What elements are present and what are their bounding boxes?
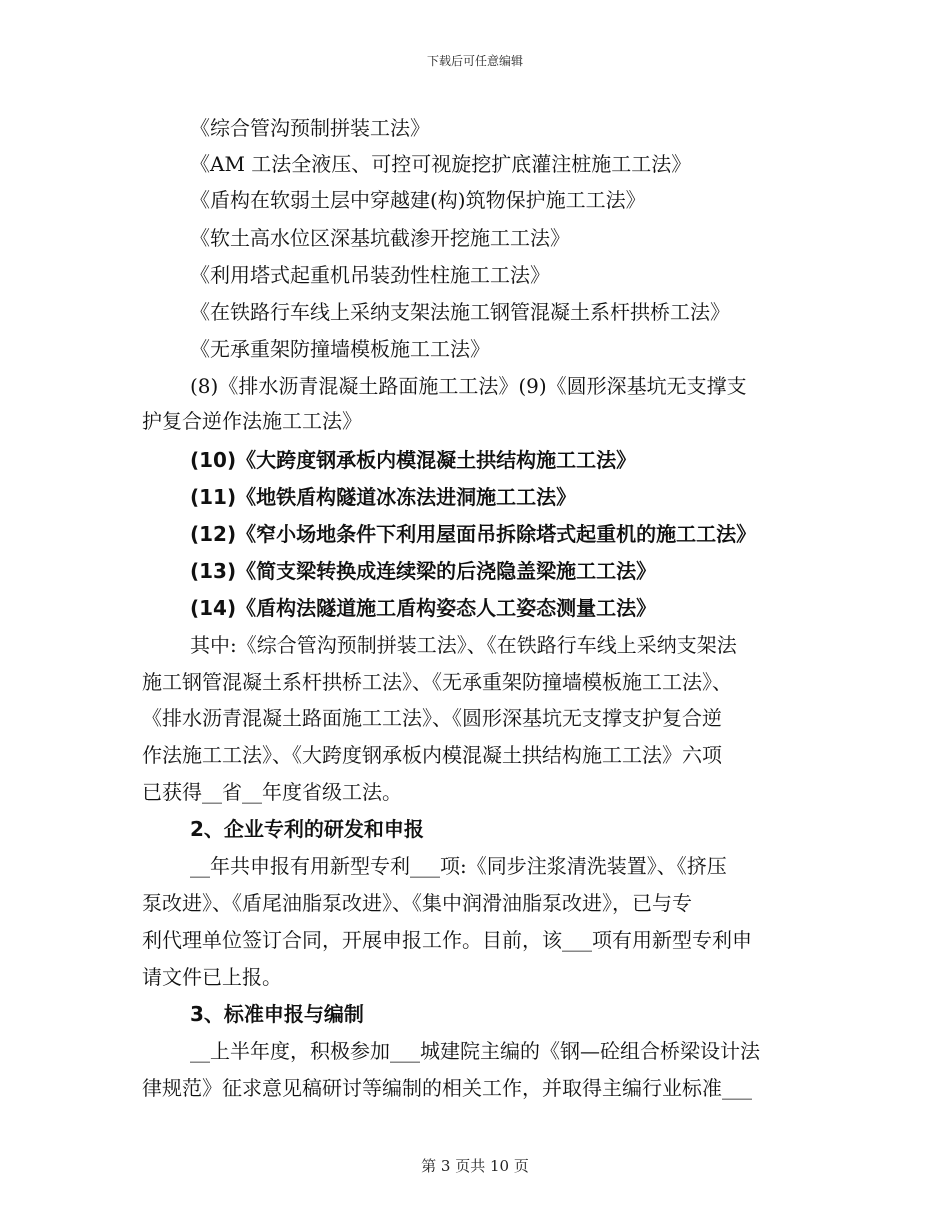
text-line: 《AM 工法全液压、可控可视旋挖扩底灌注桩施工工法》: [190, 152, 692, 176]
bold-line: (13)《简支梁转换成连续梁的后浇隐盖梁施工工法》: [190, 559, 657, 583]
text-line: 护复合逆作法施工工法》: [142, 409, 362, 433]
text-line: 《盾构在软弱土层中穿越建(构)筑物保护施工工法》: [190, 188, 646, 212]
bold-line: (10)《大跨度钢承板内模混凝土拱结构施工工法》: [190, 448, 637, 472]
bold-line: (11)《地铁盾构隧道冰冻法进洞施工工法》: [190, 485, 577, 509]
text-line: 《无承重架防撞墙模板施工工法》: [190, 337, 490, 361]
section-heading: 3、标准申报与编制: [190, 1002, 364, 1026]
bold-line: (12)《窄小场地条件下利用屋面吊拆除塔式起重机的施工工法》: [190, 522, 757, 546]
text-line: 泵改进》、《盾尾油脂泵改进》、《集中润滑油脂泵改进》，已与专: [142, 891, 692, 915]
text-line: 《在铁路行车线上采纳支架法施工钢管混凝土系杆拱桥工法》: [190, 300, 730, 324]
text-line: 律规范》征求意见稿研讨等编制的相关工作，并取得主编行业标准___: [142, 1076, 752, 1100]
section-heading: 2、企业专利的研发和申报: [190, 817, 424, 841]
text-line: 作法施工工法》、《大跨度钢承板内模混凝土拱结构施工工法》六项: [142, 743, 722, 767]
page-header: 下载后可任意编辑: [426, 54, 523, 68]
text-line: __上半年度，积极参加___城建院主编的《钢—砼组合桥梁设计法: [190, 1039, 760, 1063]
text-line: 《综合管沟预制拼装工法》: [190, 116, 430, 140]
bold-line: (14)《盾构法隧道施工盾构姿态人工姿态测量工法》: [190, 596, 657, 620]
text-line: 《排水沥青混凝土路面施工工法》、《圆形深基坑无支撑支护复合逆: [142, 706, 722, 730]
text-line: 请文件已上报。: [142, 965, 282, 989]
text-line: __年共申报有用新型专利___项:《同步注浆清洗装置》、《挤压: [190, 854, 727, 878]
text-line: 《利用塔式起重机吊装劲性柱施工工法》: [190, 263, 550, 287]
text-line: 其中:《综合管沟预制拼装工法》、《在铁路行车线上采纳支架法: [190, 633, 737, 657]
text-line: 已获得__省__年度省级工法。: [142, 780, 402, 804]
text-line: 施工钢管混凝土系杆拱桥工法》、《无承重架防撞墙模板施工工法》、: [142, 670, 732, 694]
text-line: 利代理单位签订合同，开展申报工作。目前，该___项有用新型专利申: [142, 928, 752, 952]
page-footer: 第 3 页共 10 页: [421, 1157, 529, 1175]
text-line: 《软土高水位区深基坑截渗开挖施工工法》: [190, 226, 570, 250]
text-line: (8)《排水沥青混凝土路面施工工法》(9)《圆形深基坑无支撑支: [190, 374, 747, 398]
